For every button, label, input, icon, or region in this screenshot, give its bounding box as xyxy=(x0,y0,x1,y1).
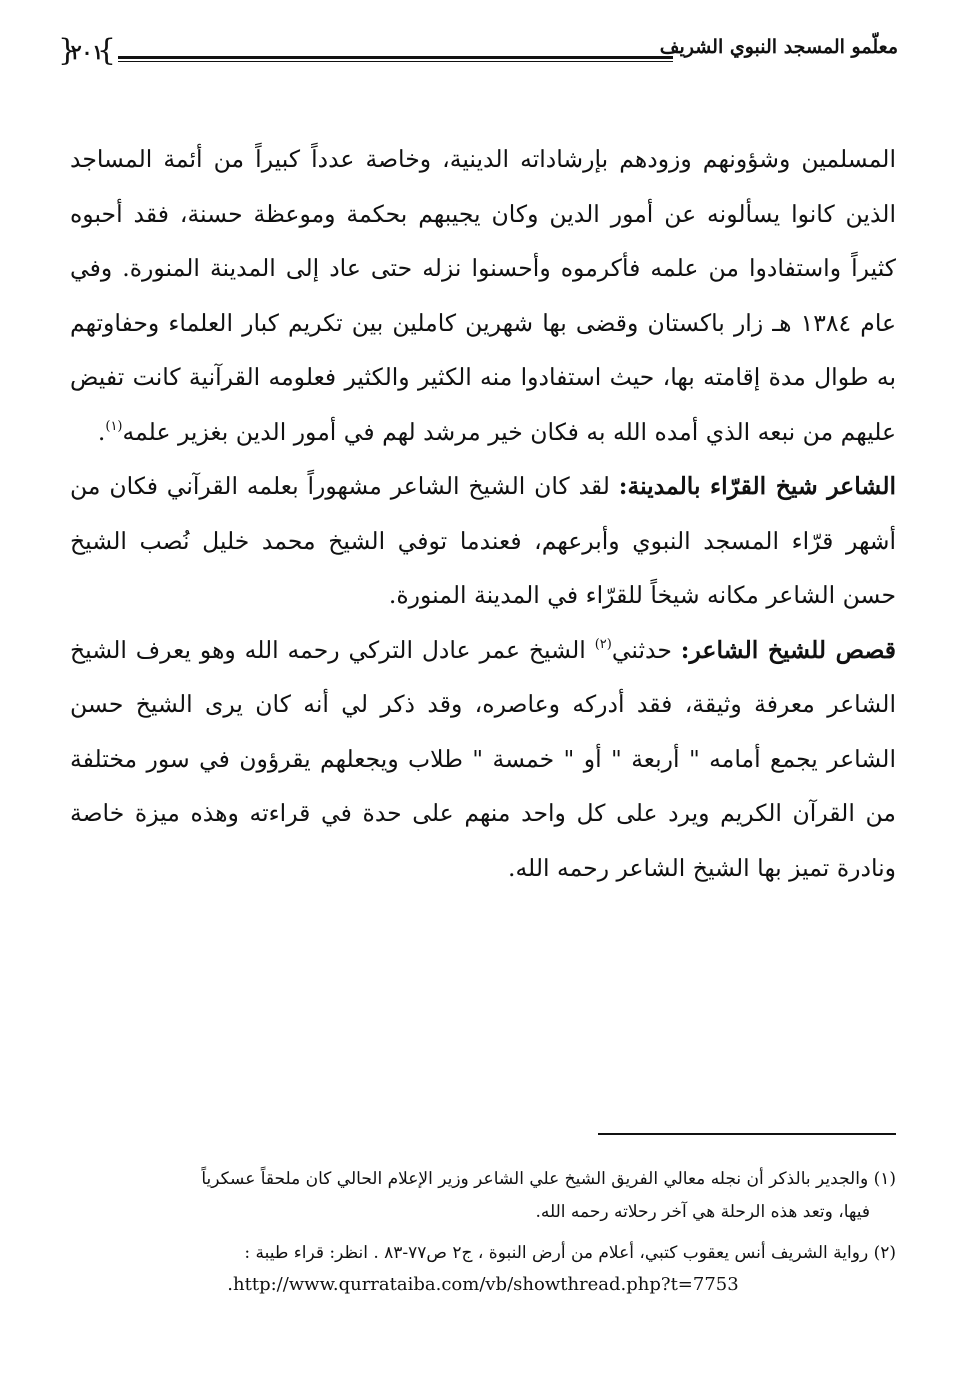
paragraph-3-text: الشيخ عمر عادل التركي رحمه الله وهو يعرف الشيخ الشاعر معرفة وثيقة، فقد أدركه وعاصره، وقد ذكر لي أنه كان يرى الشيخ حسن الشاعر يجمع أمامه " أربعة " أو " خمسة " طلاب ويجعلهم يقرؤون في سور مختلفة من القرآن الكريم ويرد على كل واحد منهم على حدة في قراءته وهذه ميزة خاصة ونادرة تميز بها الشيخ الشاعر رحمه الله. xyxy=(70,635,896,882)
footnote-separator xyxy=(598,1133,896,1135)
footnote-2-line-1: (٢) رواية الشريف أنس يعقوب كتبي، أعلام من أرض النبوة ، ج٢ ص٧٧-٨٣ . انظر: قراء طيبة : xyxy=(244,1243,896,1263)
paragraph-3 xyxy=(70,623,896,896)
paragraph-3-heading: قصص للشيخ الشاعر: xyxy=(680,635,896,664)
body-text xyxy=(70,132,896,895)
footnotes xyxy=(70,1163,896,1308)
page-number-box xyxy=(58,34,116,70)
paragraph-3-pre: حدثني xyxy=(611,635,681,664)
paragraph-1-text: المسلمين وشؤونهم وزودهم بإرشاداته الدينية، وخاصة عدداً كبيراً من أئمة المساجد الذين كانوا يسألونه عن أمور الدين وكان يجيبهم بحكمة وموعظة حسنة، فقد أحبوه كثيراً واستفادوا من علمه فأكرموه وأحسنوا نزله حتى عاد إلى المدينة المنورة. وفي عام ١٣٨٤ هـ زار باكستان وقضى بها شهرين كاملين بين تكريم كبار العلماء وحفاوتهم به طوال مدة إقامته بها، حيث استفادوا منه الكثير والكثير فعلومه القرآنية كانت تفيض عليهم من نبعه الذي أمده الله به فكان خير مرشد لهم في أمور الدين بغزير علمه xyxy=(70,145,897,446)
page-number: ٢٠١ xyxy=(70,40,104,64)
footnote-1-line-1: (١) والجدير بالذكر أن نجله معالي الفريق الشيخ علي الشاعر وزير الإعلام الحالي كان ملحقاً عسكرياً xyxy=(201,1169,896,1189)
footnote-ref-2[interactable]: (٢) xyxy=(594,636,612,652)
paragraph-2-text: لقد كان الشيخ الشاعر مشهوراً بعلمه القرآني فكان من أشهر قرّاء المسجد النبوي وأبرعهم، فعندما توفي الشيخ محمد خليل نُصب الشيخ حسن الشاعر مكانه شيخاً للقرّاء في المدينة المنورة. xyxy=(70,472,896,609)
paragraph-1-end: . xyxy=(97,417,106,446)
paragraph-1 xyxy=(70,132,896,459)
header-rule xyxy=(118,56,673,62)
footnote-1-line-2: فيها، وتعد هذه الرحلة هي آخر رحلاته رحمه الله. xyxy=(535,1202,870,1222)
footnote-2-url[interactable]: .http://www.qurrataiba.com/vb/showthread.php?t=7753 xyxy=(227,1274,739,1295)
footnote-1 xyxy=(70,1163,896,1229)
running-title: معلّمو المسجد النبوي الشريف xyxy=(659,36,898,58)
footnote-2 xyxy=(70,1237,896,1300)
bracket-left: { xyxy=(58,33,78,68)
paragraph-2-heading: الشاعر شيخ القرّاء بالمدينة: xyxy=(618,472,897,500)
page-header xyxy=(58,28,898,72)
footnote-ref-1[interactable]: (١) xyxy=(105,418,123,434)
paragraph-2 xyxy=(70,459,896,623)
bracket-right: } xyxy=(96,33,116,68)
